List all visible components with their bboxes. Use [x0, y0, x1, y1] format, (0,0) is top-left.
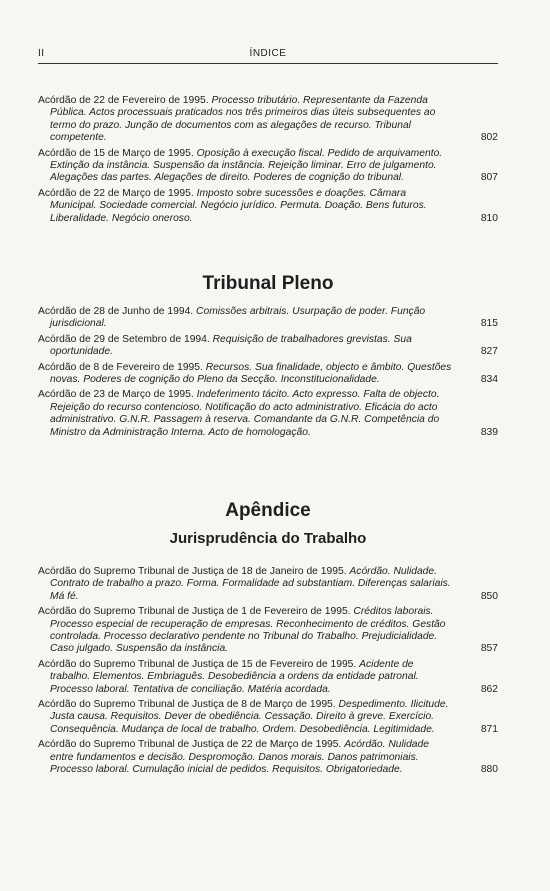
entry-ref: Acórdão de 22 de Fevereiro de 1995. [38, 95, 209, 106]
entry-ref: Acórdão do Supremo Tribunal de Justiça de 22 de Março de 1995. [38, 739, 342, 751]
entry-desc: Requisição de trabalhadores grevistas. Sua oportunidade. [50, 333, 412, 358]
entry-desc: Acidente de trabalho. Elementos. Embriaguês. Desobediência a ordens da entidade patronal. Processo laboral. Tentativa de conciliação. Matéria acordada. [50, 658, 419, 695]
entry-desc: Créditos laborais. Processo especial de recuperação de empresas. Reconhecimento de créditos. Gestão controlada. Processo declarativo pendente no Tribunal do Trabalho. Prejudicialidade. Caso julgado. Suspensão da instância. [50, 606, 446, 655]
index-entry [38, 95, 498, 145]
entry-ref: Acórdão de 15 de Março de 1995. [38, 147, 194, 159]
entry-page: 802 [480, 132, 498, 144]
entry-ref: Acórdão do Supremo Tribunal de Justiça de 18 de Janeiro de 1995. [38, 566, 347, 577]
index-entry [38, 699, 498, 736]
index-entry [38, 362, 498, 387]
index-entry [38, 389, 498, 439]
header-rule [38, 63, 498, 64]
entry-ref: Acórdão de 22 de Março de 1995. [38, 187, 194, 199]
entry-desc: Processo tributário. Representante da Fazenda Pública. Actos processuais praticados nos três primeiros dias úteis subsequentes ao termo do prazo. Junção de documentos com as alegações de recurso. Tribunal competente. [50, 95, 436, 144]
entry-page: 857 [480, 643, 498, 655]
index-entry [38, 334, 498, 359]
entry-desc: Indeferimento tácito. Acto expresso. Falta de objecto. Rejeição do recurso contencioso. Notificação do acto administrativo. Eficácia do acto administrativo. G.N.R. Passagem à reserva. Comandante da G.N.R. Competência do Ministro da Administração Interna. Acto de homologação. [50, 389, 440, 438]
entry-ref: Acórdão do Supremo Tribunal de Justiça de 8 de Março de 1995. [38, 699, 336, 711]
index-entry [38, 188, 498, 225]
entry-page: 880 [480, 764, 498, 776]
entry-page: 850 [480, 590, 498, 602]
entry-desc: Despedimento. Ilicitude. Justa causa. Requisitos. Dever de obediência. Cessação. Direito à greve. Exercício. Consequência. Mudança de local de trabalho. Ordem. Desobediência. Legitimidade. [50, 699, 449, 735]
index-entry [38, 739, 498, 776]
index-entry [38, 606, 498, 656]
entry-ref: Acórdão do Supremo Tribunal de Justiça de 1 de Fevereiro de 1995. [38, 606, 351, 618]
entry-desc: Imposto sobre sucessões e doações. Câmara Municipal. Sociedade comercial. Negócio jurídico. Permuta. Doação. Bens futuros. Liberalidade. Negócio oneroso. [50, 187, 427, 224]
entry-page: 807 [480, 172, 498, 184]
entry-page: 827 [480, 346, 498, 358]
entry-desc: Recursos. Sua finalidade, objecto e âmbito. Questões novas. Poderes de cognição do Pleno da Secção. Inconstitucionalidade. [50, 361, 452, 386]
entry-ref: Acórdão de 29 de Setembro de 1994. [38, 333, 210, 345]
section-title-tribunal-pleno: Tribunal Pleno [202, 273, 334, 294]
header-title: ÍNDICE [249, 48, 287, 59]
entry-desc: Acórdão. Nulidade entre fundamentos e decisão. Despromoção. Danos morais. Danos patrimoniais. Processo laboral. Cumulação inicial de pedidos. Requisitos. Obrigatoriedade. [50, 739, 429, 776]
entry-desc: Acórdão. Nulidade. Contrato de trabalho a prazo. Forma. Formalidade ad substantiam. Diferenças salariais. Má fé. [50, 566, 451, 602]
index-entry [38, 659, 498, 696]
section-subtitle-jurisprudencia: Jurisprudência do Trabalho [169, 530, 367, 547]
entry-page: 862 [480, 683, 498, 695]
index-entry [38, 566, 498, 603]
section-title-apendice: Apêndice [225, 500, 311, 521]
entry-desc: Comissões arbitrais. Usurpação de poder. Função jurisdicional. [50, 306, 426, 330]
entry-page: 810 [480, 212, 498, 224]
entry-ref: Acórdão do Supremo Tribunal de Justiça de 15 de Fevereiro de 1995. [38, 658, 357, 670]
index-entry [38, 306, 498, 331]
index-entry [38, 148, 498, 185]
entry-page: 815 [480, 318, 498, 330]
page-header [38, 44, 498, 64]
entry-ref: Acórdão de 23 de Março de 1995. [38, 389, 194, 401]
section-apendice [38, 566, 498, 780]
entry-desc: Oposição à execução fiscal. Pedido de arquivamento. Extinção da instância. Suspensão da instância. Rejeição liminar. Erro de julgamento. Alegações das partes. Alegações de direito. Poderes de cognição do tribunal. [50, 147, 443, 184]
entry-page: 871 [480, 723, 498, 735]
entry-ref: Acórdão de 28 de Junho de 1994. [38, 306, 194, 317]
entry-page: 839 [480, 426, 498, 438]
section-tribunal-pleno [38, 306, 498, 442]
page-number: II [38, 48, 45, 59]
entry-page: 834 [480, 374, 498, 386]
section-tributario [38, 95, 498, 228]
entry-ref: Acórdão de 8 de Fevereiro de 1995. [38, 361, 203, 373]
